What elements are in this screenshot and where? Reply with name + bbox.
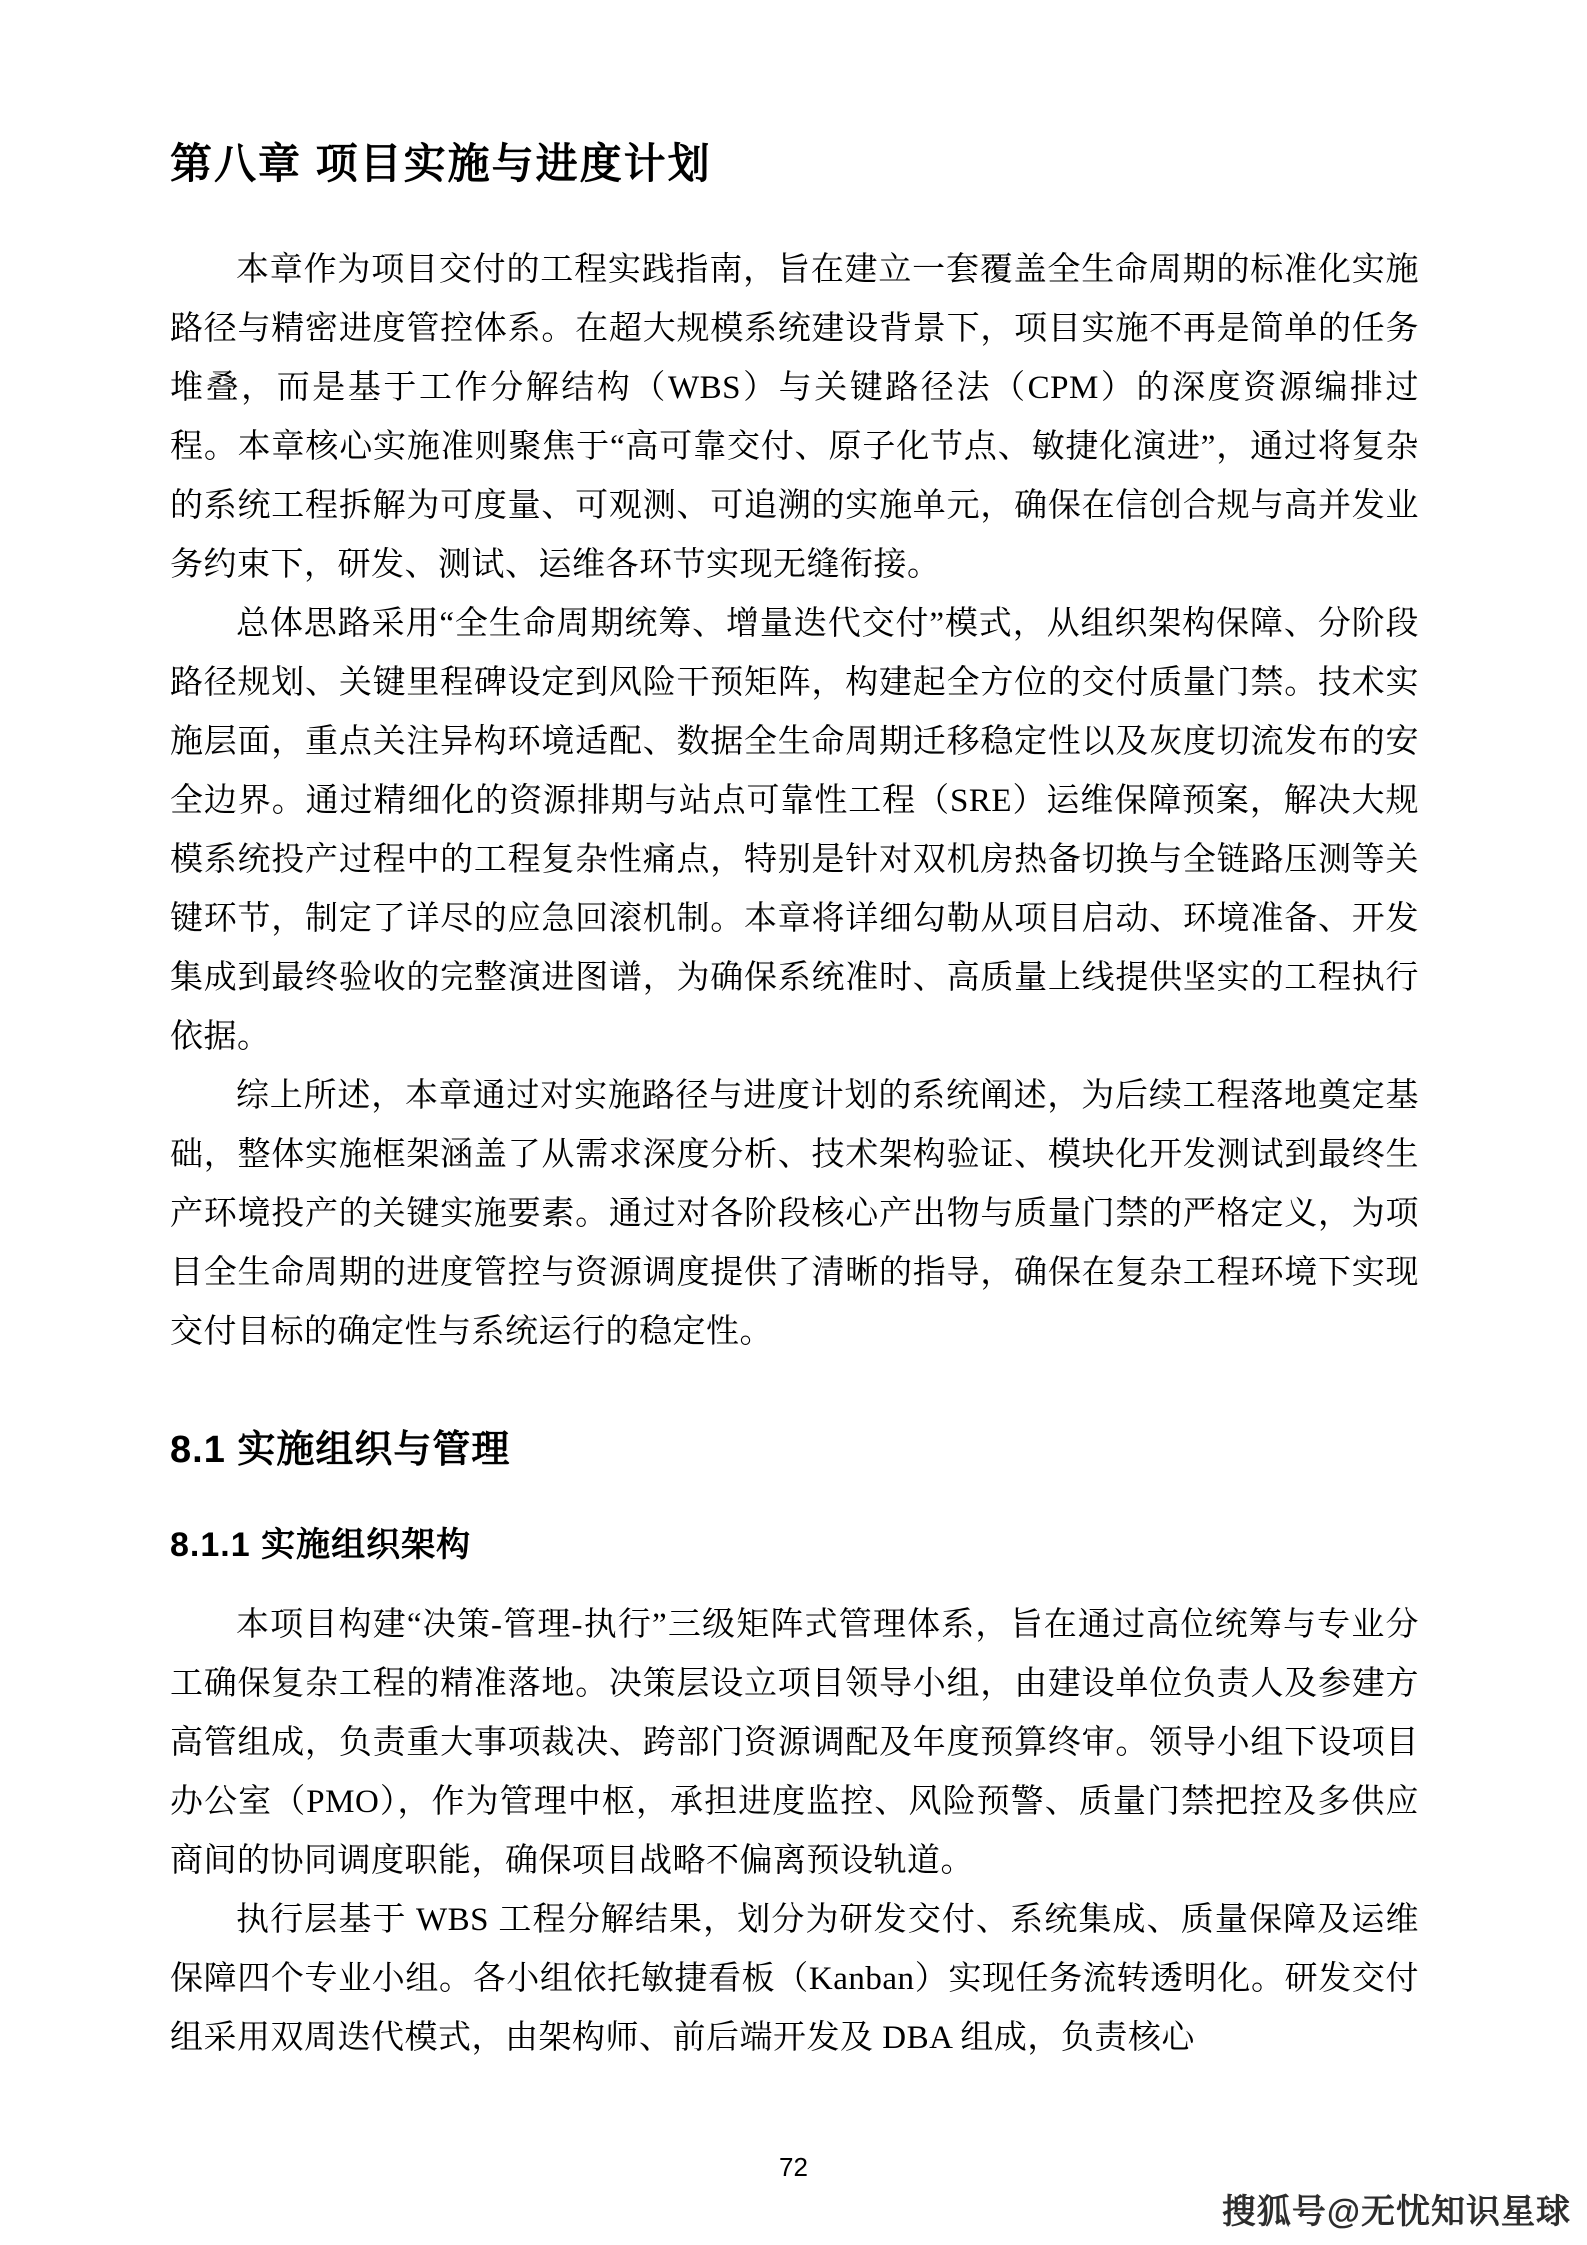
subsection-paragraph-1: 本项目构建“决策-管理-执行”三级矩阵式管理体系，旨在通过高位统筹与专业分工确保复杂工程的精准落地。决策层设立项目领导小组，由建设单位负责人及参建方高管组成，负责重大事项裁决、跨部门资源调配及年度预算终审。领导小组下设项目办公室（PMO），作为管理中枢，承担进度监控、风险预警、质量门禁把控及多供应商间的协同调度职能，确保项目战略不偏离预设轨道。 [170,1606,1419,1879]
intro-paragraph-1: 本章作为项目交付的工程实践指南，旨在建立一套覆盖全生命周期的标准化实施路径与精密进度管控体系。在超大规模系统建设背景下，项目实施不再是简单的任务堆叠，而是基于工作分解结构（WBS）与关键路径法（CPM）的深度资源编排过程。本章核心实施准则聚焦于“高可靠交付、原子化节点、敏捷化演进”，通过将复杂的系统工程拆解为可度量、可观测、可追溯的实施单元，确保在信创合规与高并发业务约束下，研发、测试、运维各环节实现无缝衔接。 [170,251,1419,583]
intro-paragraph-2: 总体思路采用“全生命周期统筹、增量迭代交付”模式，从组织架构保障、分阶段路径规划、关键里程碑设定到风险干预矩阵，构建起全方位的交付质量门禁。技术实施层面，重点关注异构环境适配、数据全生命周期迁移稳定性以及灰度切流发布的安全边界。通过精细化的资源排期与站点可靠性工程（SRE）运维保障预案，解决大规模系统投产过程中的工程复杂性痛点，特别是针对双机房热备切换与全链路压测等关键环节，制定了详尽的应急回滚机制。本章将详细勾勒从项目启动、环境准备、开发集成到最终验收的完整演进图谱，为确保系统准时、高质量上线提供坚实的工程执行依据。 [170,605,1419,1055]
subsection-paragraph-2: 执行层基于 WBS 工程分解结果，划分为研发交付、系统集成、质量保障及运维保障四个专业小组。各小组依托敏捷看板（Kanban）实现任务流转透明化。研发交付组采用双周迭代模式，由架构师、前后端开发及 DBA 组成，负责核心 [170,1901,1419,2056]
watermark: 搜狐号@无忧知识星球 [1221,2193,1571,2231]
chapter-title: 第八章 项目实施与进度计划 [170,140,712,187]
page-number: 72 [779,2152,808,2182]
intro-paragraph-3: 综上所述，本章通过对实施路径与进度计划的系统阐述，为后续工程落地奠定基础，整体实施框架涵盖了从需求深度分析、技术架构验证、模块化开发测试到最终生产环境投产的关键实施要素。通过对各阶段核心产出物与质量门禁的严格定义，为项目全生命周期的进度管控与资源调度提供了清晰的指导，确保在复杂工程环境下实现交付目标的确定性与系统运行的稳定性。 [170,1077,1419,1350]
section-heading: 8.1 实施组织与管理 [170,1428,511,1471]
subsection-heading: 8.1.1 实施组织架构 [170,1526,472,1565]
